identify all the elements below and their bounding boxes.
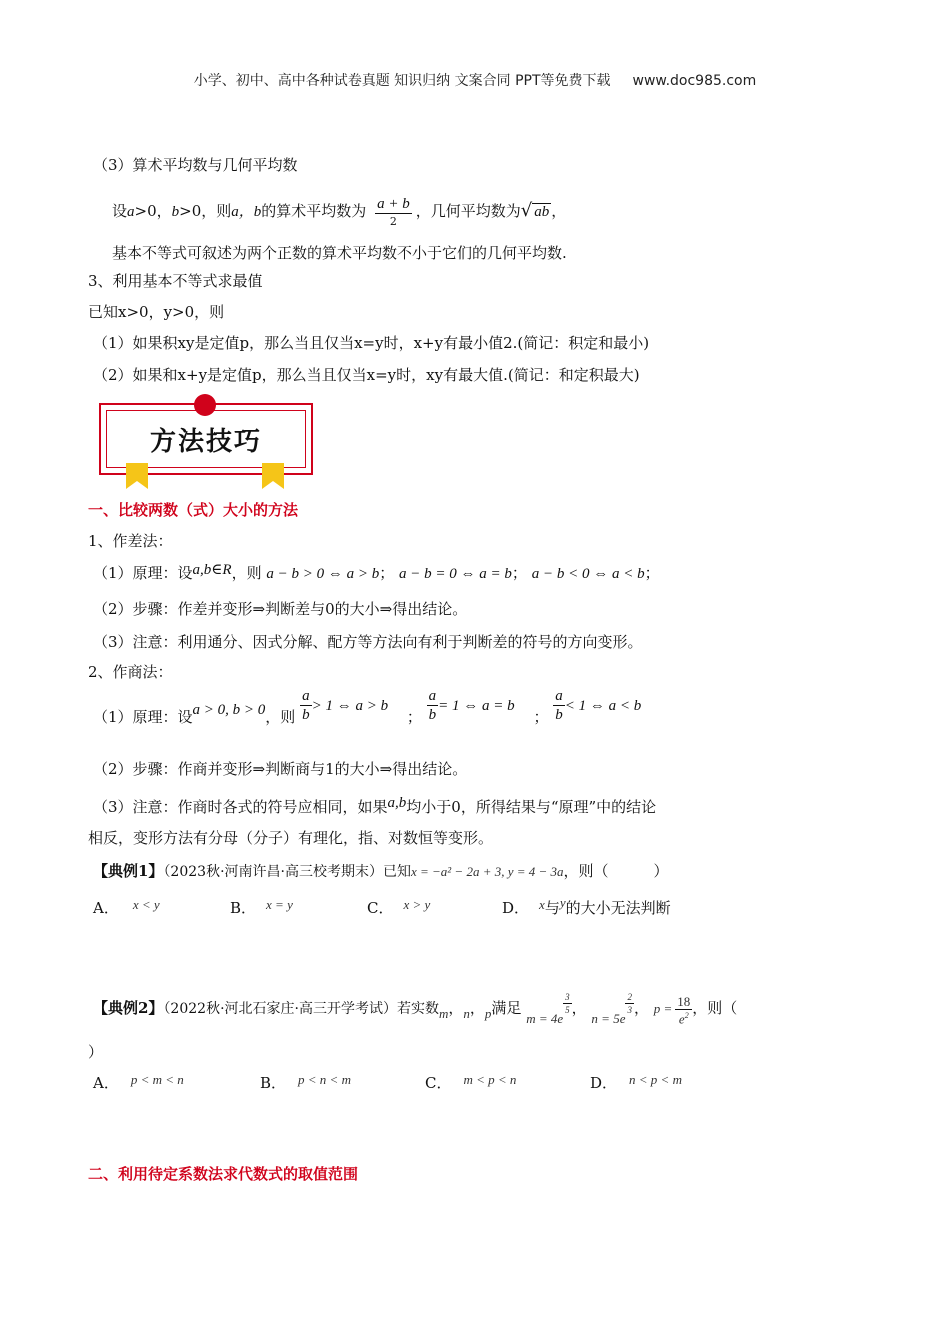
example2-option-c[interactable] — [425, 1072, 516, 1093]
option-text: x > y — [403, 897, 431, 912]
option-text: p < m < n — [130, 1072, 184, 1087]
part2-heading: 二、利用待定系数法求代数式的取值范围 — [88, 1165, 359, 1183]
p-fraction — [675, 995, 692, 1025]
option-text: p < n < m — [298, 1072, 351, 1087]
am-gm-line2: 基本不等式可叙述为两个正数的算术平均数不小于它们的几何平均数. — [112, 244, 567, 262]
text-comma: ， — [551, 202, 567, 220]
option-text: x < y — [132, 897, 160, 912]
n-expression-base: n = 5e — [591, 1011, 626, 1026]
quot-note-text-a: （3）注意：作商时各式的符号应相同，如果 — [93, 798, 388, 816]
p-den-exp: 2 — [684, 1010, 689, 1020]
fraction-numerator: a + b — [377, 196, 410, 212]
sqrt-sign-icon: √ — [520, 200, 533, 221]
separator: ， — [571, 999, 587, 1017]
example2-stem — [93, 986, 737, 1030]
text-arith-mean: 的算术平均数为 — [261, 202, 367, 220]
part1-heading: 一、比较两数（式）大小的方法 — [88, 501, 299, 519]
quot-relation-1: > 1 ⇔ a > b — [311, 698, 389, 714]
quot-relation-2: = 1 ⇔ a = b — [438, 698, 515, 714]
separator: ， — [469, 999, 485, 1017]
example1-label: 【典例1】 — [93, 862, 164, 880]
option-letter: B． — [260, 1074, 287, 1092]
separator: ； — [533, 708, 549, 726]
m-exponent — [563, 993, 572, 1015]
example1-stem — [93, 860, 669, 881]
sqrt-content: ab — [534, 204, 550, 220]
example2-option-d[interactable] — [590, 1072, 682, 1093]
diff-title: 1、作差法： — [88, 532, 173, 550]
option-var-x: x — [539, 897, 545, 912]
separator: ； — [406, 708, 422, 726]
m-expression — [526, 992, 571, 1026]
option-letter: D． — [502, 899, 530, 917]
option-text: m < p < n — [463, 1072, 517, 1087]
separator: ； — [511, 564, 527, 582]
example1-option-d[interactable] — [502, 897, 671, 918]
header-url[interactable]: www.doc985.com — [632, 73, 757, 89]
option-mid: 与 — [544, 899, 560, 917]
quot-title: 2、作商法： — [88, 663, 173, 681]
fraction-denominator: b — [428, 707, 437, 723]
fraction-numerator: a — [428, 688, 437, 704]
quot-note-line2: 相反，变形方法有分母（分子）有理化，指、对数恒等变形。 — [88, 829, 494, 847]
example2-ask-close: ） — [88, 1043, 104, 1061]
fraction-numerator: a — [555, 688, 563, 704]
exponent-denominator: 3 — [627, 1005, 632, 1016]
quot-principle-label: （1）原理：设 — [93, 708, 193, 726]
text-geo-mean: ，几何平均数为 — [415, 202, 521, 220]
quot-fraction-1 — [300, 689, 312, 723]
diff-relation-3: a − b < 0 ⇔ a < b — [531, 566, 645, 582]
fraction-denominator: 2 — [389, 215, 397, 228]
m-expression-base: m = 4e — [526, 1011, 564, 1026]
example2-source: （2022秋·河北石家庄·高三开学考试）若实数 — [163, 1001, 439, 1017]
example2-label: 【典例2】 — [93, 999, 164, 1017]
quot-steps: （2）步骤：作商并变形⇒判断商与1的大小⇒得出结论。 — [93, 760, 468, 778]
text-gt0-then: >0，则 — [179, 202, 232, 220]
diff-principle-then: ，则 — [231, 564, 262, 582]
fraction-numerator: a — [302, 688, 310, 704]
fraction-denominator — [675, 1010, 692, 1025]
separator: ， — [448, 999, 464, 1017]
quot-relation-3: < 1 ⇔ a < b — [564, 698, 642, 714]
ribbon-left-icon — [126, 463, 148, 489]
exponent-denominator: 5 — [565, 1005, 570, 1016]
am-gm-title: （3）算术平均数与几何平均数 — [93, 156, 298, 174]
exponent-numerator: 2 — [627, 992, 632, 1003]
text-gt0: >0， — [134, 202, 172, 220]
option-var-y: y — [559, 895, 566, 910]
option-letter: A． — [93, 1074, 119, 1092]
var-ab: a，b — [231, 204, 262, 220]
quot-principle — [93, 688, 642, 742]
diff-relation-2: a − b = 0 ⇔ a = b — [399, 566, 512, 582]
option-letter: B． — [230, 899, 257, 917]
p-expression-lhs: p = — [653, 1001, 673, 1016]
p-den-base: e — [678, 1011, 685, 1027]
diff-note: （3）注意：利用通分、因式分解、配方等方法向有利于判断差的符号的方向变形。 — [93, 633, 643, 651]
exponent-numerator: 3 — [565, 992, 570, 1003]
var-m: m — [438, 1006, 449, 1021]
var-b: b — [171, 204, 180, 220]
option-text: n < p < m — [629, 1072, 682, 1087]
option-letter: A． — [93, 899, 119, 917]
extreme-item-1: （1）如果积xy是定值p，那么当且仅当x=y时，x+y有最小值2.(简记：积定和最小) — [93, 334, 650, 352]
banner-dot-icon — [194, 394, 216, 416]
extreme-title: 3、利用基本不等式求最值 — [88, 272, 263, 290]
separator: ， — [633, 999, 649, 1017]
separator: ； — [379, 564, 395, 582]
arith-mean-fraction — [375, 197, 412, 227]
fraction-numerator: 18 — [677, 993, 691, 1009]
option-letter: D． — [590, 1074, 618, 1092]
option-tail: 的大小无法判断 — [565, 899, 671, 917]
n-exponent — [625, 993, 634, 1015]
example2-option-a[interactable] — [93, 1072, 184, 1093]
example1-source: （2023秋·河南许昌·高三校考期末）已知 — [163, 864, 411, 880]
option-letter: C． — [367, 899, 394, 917]
example2-ask: ，则（ — [692, 999, 738, 1017]
var-n: n — [463, 1006, 470, 1021]
quot-fraction-2 — [427, 689, 439, 723]
quot-note-line1 — [93, 796, 656, 817]
extreme-given: 已知x>0，y>0，则 — [88, 303, 225, 321]
var-ab: a,b — [387, 795, 407, 811]
am-gm-line1 — [112, 188, 566, 234]
quot-condition: a > 0, b > 0 — [192, 702, 266, 718]
ribbon-right-icon — [262, 463, 284, 489]
header-text: 小学、初中、高中各种试卷真题 知识归纳 文案合同 PPT等免费下载 — [193, 73, 611, 89]
example2-option-b[interactable] — [260, 1072, 351, 1093]
fraction-denominator: b — [302, 707, 310, 723]
page-header — [0, 70, 950, 90]
example1-option-c[interactable] — [367, 897, 430, 918]
diff-principle-label: （1）原理：设 — [93, 564, 193, 582]
separator: ； — [644, 564, 660, 582]
option-text: x = y — [266, 897, 293, 912]
quot-fraction-3 — [553, 689, 565, 723]
example1-option-a[interactable] — [93, 897, 160, 918]
diff-principle — [93, 562, 660, 583]
diff-steps: （2）步骤：作差并变形⇒判断差与0的大小⇒得出结论。 — [93, 600, 468, 618]
text-satisfy: 满足 — [491, 999, 522, 1017]
var-p: p — [484, 1006, 492, 1021]
p-expression — [653, 993, 693, 1027]
n-expression — [591, 992, 634, 1026]
var-a: a — [127, 204, 135, 220]
example1-ask: ，则（ ） — [563, 862, 669, 880]
extreme-item-2: （2）如果和x+y是定值p，那么当且仅当x=y时，xy有最大值.(简记：和定积最大) — [93, 366, 640, 384]
quot-then: ，则 — [265, 708, 296, 726]
banner-title: 方法技巧 — [149, 427, 262, 457]
option-letter: C． — [425, 1074, 452, 1092]
text-prefix: 设 — [112, 202, 128, 220]
diff-relation-1: a − b > 0 ⇔ a > b — [266, 566, 380, 582]
example1-expression: x = −a² − 2a + 3, y = 4 − 3a — [410, 864, 564, 879]
quot-note-text-b: 均小于0，所得结果与“原理”中的结论 — [406, 798, 657, 816]
example1-option-b[interactable] — [230, 897, 293, 918]
diff-principle-set: a,b∈R — [192, 562, 232, 578]
fraction-denominator: b — [555, 707, 563, 723]
